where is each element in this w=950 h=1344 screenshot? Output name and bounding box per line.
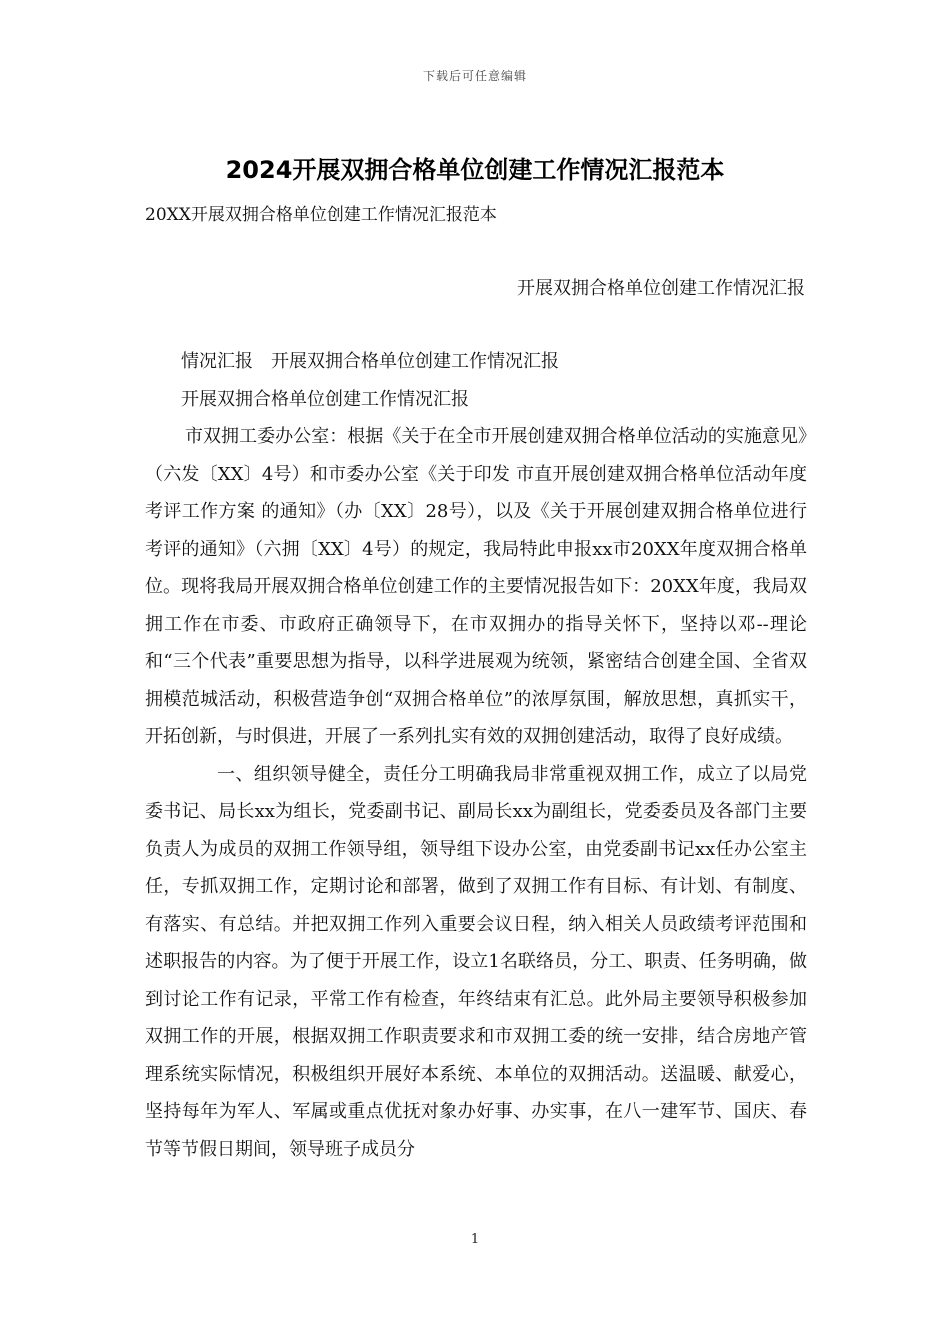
paragraph-report-title: 开展双拥合格单位创建工作情况汇报 <box>181 388 469 410</box>
page-number: 1 <box>470 1232 480 1247</box>
document-body <box>145 343 807 1168</box>
document-title: 2024开展双拥合格单位创建工作情况汇报范本 <box>225 156 725 184</box>
paragraph-section-one: 一、组织领导健全，责任分工明确我局非常重视双拥工作，成立了以局党委书记、局长xx为组长，党委副书记、副局长xx为副组长，党委委员及各部门主要负责人为成员的双拥工作领导组，领导组下设办公室，由党委副书记xx任办公室主任，专抓双拥工作，定期讨论和部署，做到了双拥工作有目标、有计划、有制度、有落实、有总结。并把双拥工作列入重要会议日程，纳入相关人员政绩考评范围和述职报告的内容。为了便于开展工作，设立1名联络员，分工、职责、任务明确，做到讨论工作有记录，平常工作有检查，年终结束有汇总。此外局主要领导积极参加双拥工作的开展，根据双拥工作职责要求和市双拥工委的统一安排，结合房地产管理系统实际情况，积极组织开展好本系统、本单位的双拥活动。送温暖、献爱心，坚持每年为军人、军属或重点优抚对象办好事、办实事，在八一建军节、国庆、春节等节假日期间，领导班子成员分 <box>145 763 807 1160</box>
paragraph-category: 情况汇报 开展双拥合格单位创建工作情况汇报 <box>181 351 559 372</box>
header-note: 下载后可任意编辑 <box>422 69 527 83</box>
report-heading: 开展双拥合格单位创建工作情况汇报 <box>517 278 805 299</box>
paragraph-intro: 市双拥工委办公室：根据《关于在全市开展创建双拥合格单位活动的实施意见》（六发〔XX〕4号）和市委办公室《关于印发 市直开展创建双拥合格单位活动年度考评工作方案 的通知》（办〔XX〕28号），以及《关于开展创建双拥合格单位进行考评的通知》（六拥〔XX〕4号）的规定，我局特此申报xx市20XX年度双拥合格单位。现将我局开展双拥合格单位创建工作的主要情况报告如下：20XX年度，我局双拥工作在市委、市政府正确领导下，在市双拥办的指导关怀下，坚持以邓--理论和“三个代表”重要思想为指导，以科学进展观为统领，紧密结合创建全国、全省双拥模范城活动，积极营造争创“双拥合格单位”的浓厚氛围，解放思想，真抓实干，开拓创新，与时俱进，开展了一系列扎实有效的双拥创建活动，取得了良好成绩。 <box>145 426 807 747</box>
document-subtitle: 20XX开展双拥合格单位创建工作情况汇报范本 <box>145 205 497 225</box>
